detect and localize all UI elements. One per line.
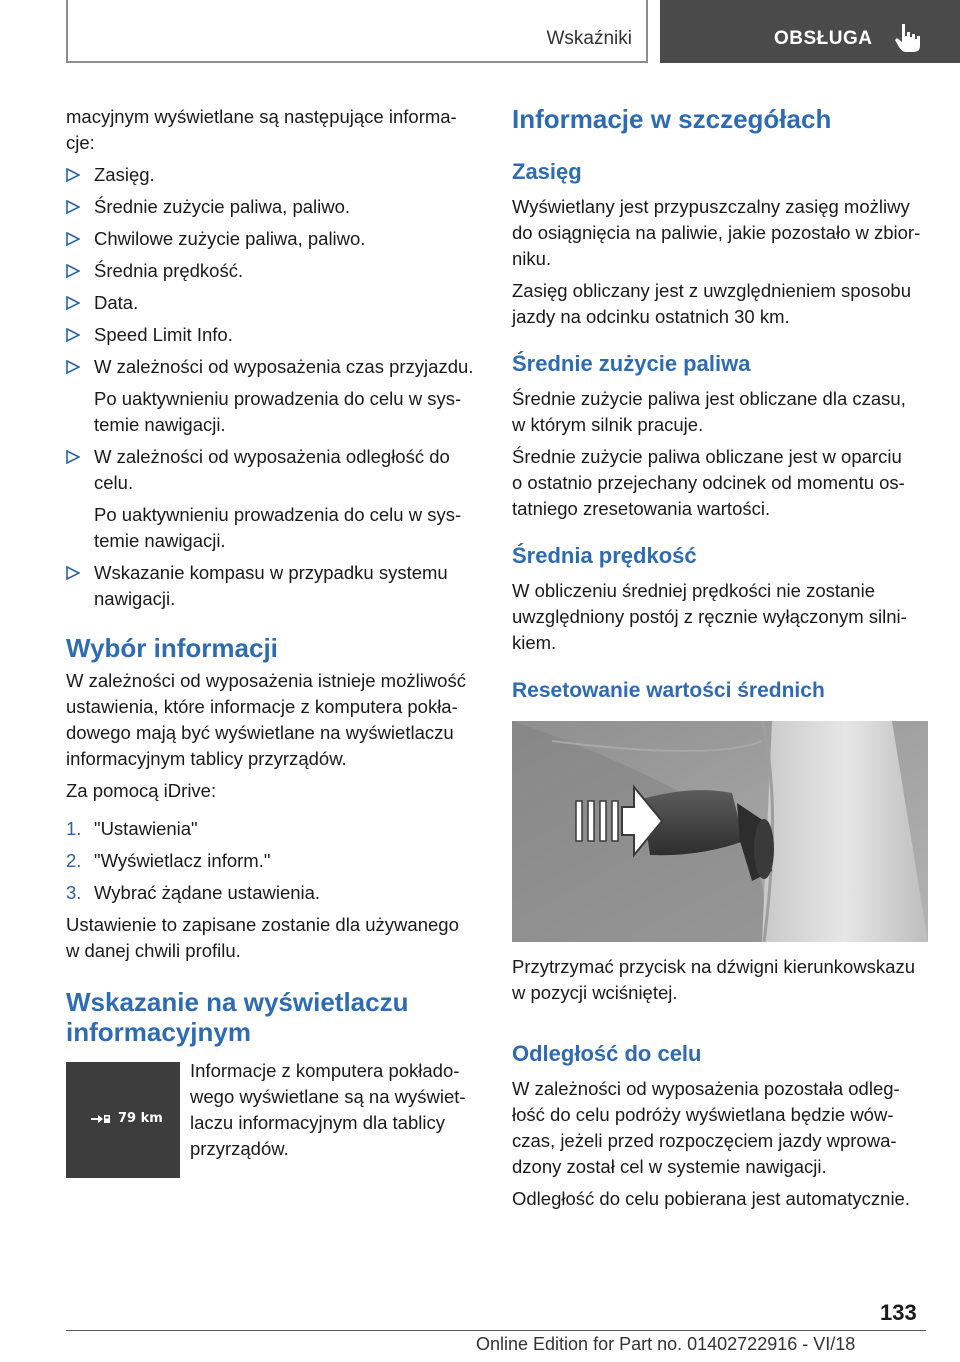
wskazanie-para-line: laczu informacyjnym dla tablicy xyxy=(190,1112,445,1133)
step-text: Wybrać żądane ustawienia. xyxy=(94,882,321,903)
odleglosc-para-line: W zależności od wyposażenia pozostała odleg- xyxy=(512,1078,900,1099)
triangle-bullet-icon xyxy=(66,296,80,310)
saved-para-line: Ustawienie to zapisane zostanie dla używanego xyxy=(66,914,459,935)
bullet-text-cont: celu. xyxy=(94,472,134,493)
wybor-para-line: W zależności od wyposażenia istnieje możliwość xyxy=(66,670,466,691)
header-chapter-title: OBSŁUGA xyxy=(774,28,873,49)
bullet-text: Średnie zużycie paliwa, paliwo. xyxy=(94,196,351,217)
bullet-text: W zależności od wyposażenia odległość do xyxy=(94,446,450,467)
srednie-para2-line: tatniego zresetowania wartości. xyxy=(512,498,771,519)
display-illustration xyxy=(66,1062,180,1178)
predkosc-para-line: uwzględniony postój z ręcznie wyłączonym silni- xyxy=(512,606,907,627)
triangle-bullet-icon xyxy=(66,450,80,464)
triangle-bullet-icon xyxy=(66,328,80,342)
zasieg-para2-line: jazdy na odcinku ostatnich 30 km. xyxy=(512,306,790,327)
bullet-note-line-2: temie nawigacji. xyxy=(94,530,226,551)
wybor-para-line: informacyjnym tablicy przyrządów. xyxy=(66,748,347,769)
saved-para-line: w danej chwili profilu. xyxy=(66,940,241,961)
header-section-title: Wskaźniki xyxy=(546,28,632,49)
footer-rule xyxy=(66,1330,926,1331)
heading-zasieg: Zasięg xyxy=(512,159,582,184)
triangle-bullet-icon xyxy=(66,566,80,580)
heading-wybor-informacji: Wybór informacji xyxy=(66,633,278,663)
za-pomoca-line: Za pomocą iDrive: xyxy=(66,780,217,801)
zasieg-para-line: niku. xyxy=(512,248,552,269)
wybor-para-line: ustawienia, które informacje z komputera pokła- xyxy=(66,696,458,717)
range-arrow-icon xyxy=(90,1112,112,1126)
page-number: 133 xyxy=(880,1300,917,1325)
bullet-text: Speed Limit Info. xyxy=(94,324,233,345)
step-text: "Ustawienia" xyxy=(94,818,198,839)
heading-informacje: Informacje w szczegółach xyxy=(512,104,832,134)
wybor-para-line: dowego mają być wyświetlane na wyświetlaczu xyxy=(66,722,454,743)
bullet-note-line-1: Po uaktywnieniu prowadzenia do celu w sys- xyxy=(94,388,462,409)
predkosc-para-line: kiem. xyxy=(512,632,557,653)
bullet-text: Data. xyxy=(94,292,139,313)
step-number: 1. xyxy=(66,818,82,839)
triangle-bullet-icon xyxy=(66,360,80,374)
bullet-text: W zależności od wyposażenia czas przyjazdu. xyxy=(94,356,474,377)
heading-resetowanie: Resetowanie wartości średnich xyxy=(512,679,825,702)
triangle-bullet-icon xyxy=(66,232,80,246)
heading-wskazanie-line-1: Wskazanie na wyświetlaczu xyxy=(66,987,409,1017)
display-range-value: 79 km xyxy=(118,1111,163,1126)
header-chapter-tab xyxy=(660,0,960,63)
bullet-note-line-2: temie nawigacji. xyxy=(94,414,226,435)
bullet-text-cont: nawigacji. xyxy=(94,588,176,609)
heading-srednia-predkosc: Średnia prędkość xyxy=(512,543,697,568)
reset-para-line: w pozycji wciśniętej. xyxy=(512,982,678,1003)
srednie-para2-line: Średnie zużycie paliwa obliczane jest w oparciu xyxy=(512,446,902,467)
turn-signal-lever-illustration xyxy=(512,721,928,942)
footer-edition: Online Edition for Part no. 01402722916 - VI/18 xyxy=(476,1334,856,1354)
predkosc-para-line: W obliczeniu średniej prędkości nie zostanie xyxy=(512,580,875,601)
step-text: "Wyświetlacz inform." xyxy=(94,850,271,871)
heading-srednie-zuzycie: Średnie zużycie paliwa xyxy=(512,351,751,376)
odleglosc-para-line: czas, jeżeli przed rozpoczęciem jazdy wprowa- xyxy=(512,1130,897,1151)
step-number: 3. xyxy=(66,882,82,903)
srednie-para2-line: o ostatnio przejechany odcinek od momentu os- xyxy=(512,472,905,493)
srednie-para-line: Średnie zużycie paliwa jest obliczane dla czasu, xyxy=(512,388,906,409)
bullet-text: Chwilowe zużycie paliwa, paliwo. xyxy=(94,228,366,249)
wskazanie-para-line: Informacje z komputera pokłado- xyxy=(190,1060,460,1081)
wskazanie-para-line: wego wyświetlane są na wyświet- xyxy=(190,1086,466,1107)
lever-drawing xyxy=(512,721,928,942)
bullet-text: Średnia prędkość. xyxy=(94,260,244,281)
heading-odleglosc: Odległość do celu xyxy=(512,1041,702,1066)
bullet-note-line-1: Po uaktywnieniu prowadzenia do celu w sys- xyxy=(94,504,462,525)
intro-line-1: macyjnym wyświetlane są następujące informa- xyxy=(66,106,457,127)
odleglosc-para-line: dzony został cel w systemie nawigacji. xyxy=(512,1156,827,1177)
triangle-bullet-icon xyxy=(66,168,80,182)
zasieg-para-line: do osiągnięcia na paliwie, jakie pozostało w zbior- xyxy=(512,222,921,243)
odleglosc-para2-line: Odległość do celu pobierana jest automatycznie. xyxy=(512,1188,910,1209)
triangle-bullet-icon xyxy=(66,264,80,278)
triangle-bullet-icon xyxy=(66,200,80,214)
srednie-para-line: w którym silnik pracuje. xyxy=(512,414,704,435)
step-number: 2. xyxy=(66,850,82,871)
wskazanie-para-line: przyrządów. xyxy=(190,1138,289,1159)
zasieg-para2-line: Zasięg obliczany jest z uwzględnieniem sposobu xyxy=(512,280,911,301)
intro-line-2: cje: xyxy=(66,132,95,153)
header-section-box xyxy=(66,0,648,63)
bullet-text: Wskazanie kompasu w przypadku systemu xyxy=(94,562,448,583)
reset-para-line: Przytrzymać przycisk na dźwigni kierunkowskazu xyxy=(512,956,916,977)
bullet-text: Zasięg. xyxy=(94,164,155,185)
zasieg-para-line: Wyświetlany jest przypuszczalny zasięg możliwy xyxy=(512,196,910,217)
heading-wskazanie-line-2: informacyjnym xyxy=(66,1017,251,1047)
hand-pointer-icon xyxy=(894,22,922,54)
odleglosc-para-line: łość do celu podróży wyświetlana będzie wów- xyxy=(512,1104,894,1125)
